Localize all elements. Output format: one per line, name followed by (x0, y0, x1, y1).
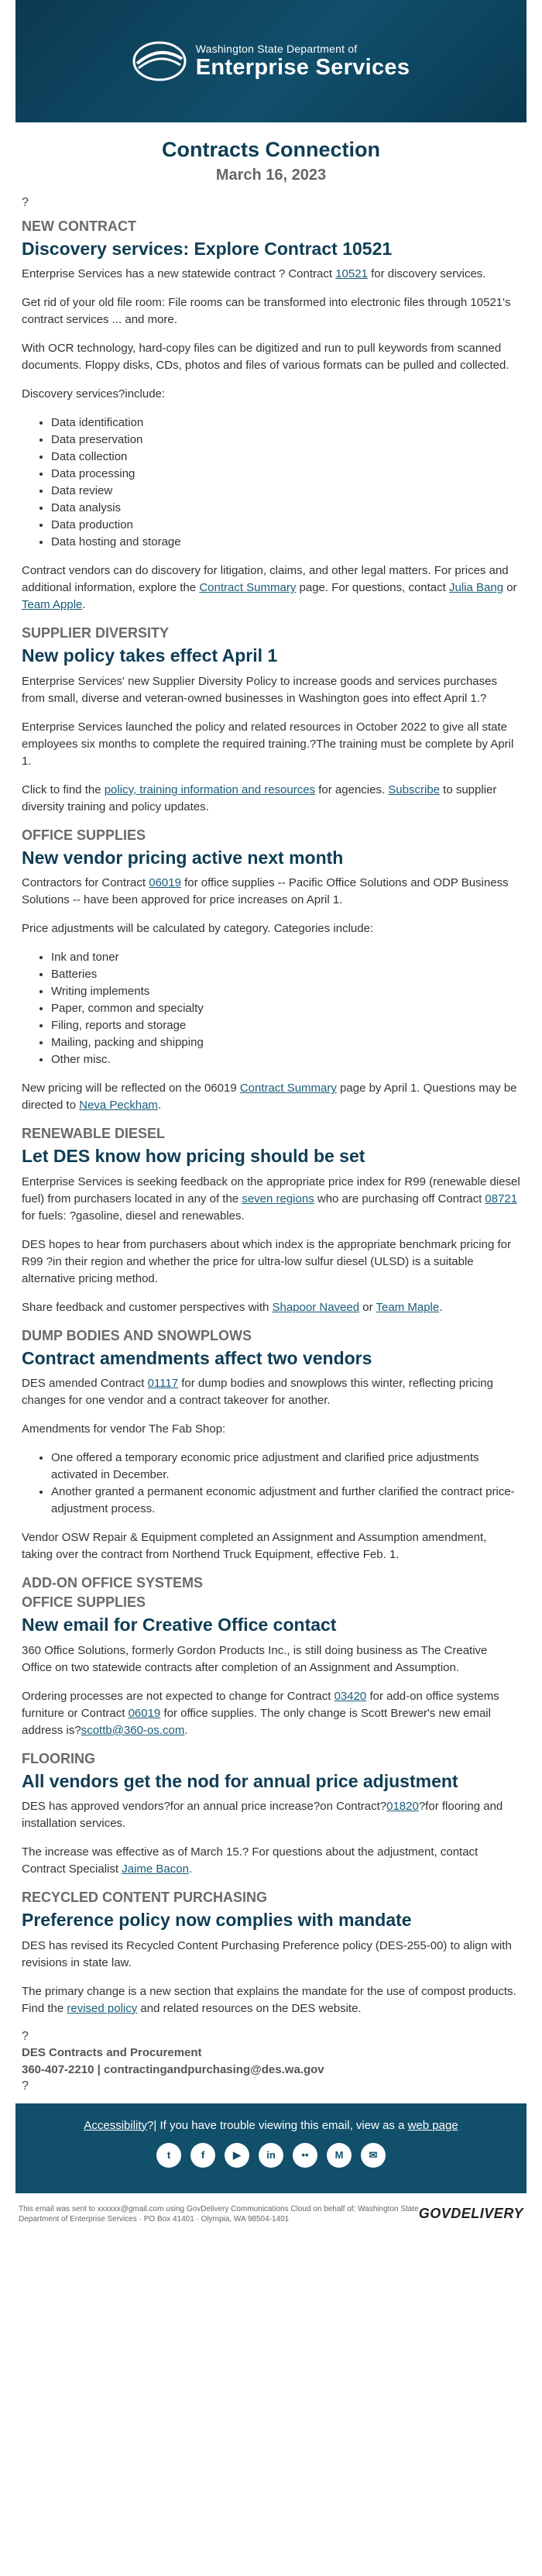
article-category: RENEWABLE DIESEL (22, 1126, 166, 1142)
contract-06019-link[interactable]: 06019 (149, 876, 181, 890)
contract-summary-link[interactable]: Contract Summary (239, 1082, 337, 1095)
list-item: • Data analysis (51, 500, 520, 517)
newsletter-date: March 16, 2023 (215, 167, 327, 184)
signoff-contact: 360-407-2210 | contractingandpurchasing@des.wa.gov (22, 2062, 324, 2076)
article-flooring (22, 1751, 520, 1878)
newsletter-title: Contracts Connection (161, 138, 380, 161)
article-renewable-diesel (22, 1126, 520, 1316)
chat-icon[interactable]: ✉ (361, 2143, 386, 2168)
article-headline: New vendor pricing active next month (22, 847, 344, 868)
article-supplier-diversity (22, 625, 520, 815)
list-item: • Data identification (51, 414, 520, 432)
logo-small-text: Washington State Department of (195, 42, 358, 55)
article-paragraph: DES has approved vendors?for an annual price increase?on Contract?01820?for flooring and installation services. (22, 1800, 503, 1831)
list-item: • Data hosting and storage (51, 534, 520, 551)
medium-icon[interactable]: M (327, 2143, 352, 2168)
list-item: • Other misc. (51, 1051, 520, 1068)
article-paragraph: Amendments for vendor The Fab Shop: (22, 1422, 226, 1436)
agency-logo-text (196, 43, 410, 81)
price-categories-list (51, 949, 520, 1068)
stray-character: ? (22, 196, 29, 209)
list-item: • Data production (51, 517, 520, 534)
scott-brewer-email-link[interactable]: scottb@360-os.com (81, 1723, 185, 1737)
contract-01117-link[interactable]: 01117 (147, 1377, 179, 1391)
email-container (15, 0, 527, 2229)
article-paragraph: Price adjustments will be calculated by category. Categories include: (22, 922, 374, 936)
neva-peckham-link[interactable]: Neva Peckham (79, 1099, 158, 1113)
article-paragraph: Enterprise Services' new Supplier Diversity Policy to increase goods and services purchases from small, diverse and veteran-owned businesses in Washington goes into effect April 1.? (22, 674, 497, 705)
article-category: OFFICE SUPPLIES (22, 1594, 146, 1611)
web-page-link[interactable]: web page (407, 2118, 458, 2132)
list-item: • Mailing, packing and shipping (51, 1034, 520, 1051)
des-logo-icon (132, 40, 187, 82)
footer-line: Accessibility?| If you have trouble viewing this email, view as a web page (84, 2118, 458, 2132)
article-paragraph: With OCR technology, hard-copy files can be digitized and run to pull keywords from scanned documents. Floppy disks, CDs, photos and files of various formats can be pulled and collected. (22, 342, 509, 373)
list-item: • One offered a temporary economic price adjustment and clarified price adjustments activated in December. (51, 1450, 520, 1484)
article-paragraph: Ordering processes are not expected to change for Contract 03420 for add-on office systems furniture or Contract 06019 for office supplies. The only change is Scott Brewer's new email address is?scottb@360-os.com. (22, 1689, 499, 1737)
legal-text: This email was sent to xxxxxx@gmail.com using GovDelivery Communications Cloud on behalf of: Washington State Department of Enterprise Services · PO Box 41401 · Olympia, WA 98504-1401 (19, 2204, 419, 2223)
article-paragraph: Share feedback and customer perspectives with Shapoor Naveed or Team Maple. (22, 1300, 443, 1314)
amendments-list (51, 1450, 520, 1518)
shapoor-naveed-link[interactable]: Shapoor Naveed (272, 1300, 360, 1314)
list-item: • Data preservation (51, 432, 520, 449)
seven-regions-link[interactable]: seven regions (242, 1192, 314, 1205)
govdelivery-logo[interactable]: GOVDELIVERY (418, 2206, 523, 2221)
list-item: • Writing implements (51, 983, 520, 1000)
article-paragraph: 360 Office Solutions, formerly Gordon Products Inc., is still doing business as The Creative Office on two statewide contracts after completion of an Assignment and Assumption. (22, 1643, 488, 1674)
twitter-icon[interactable]: t (156, 2143, 181, 2168)
article-paragraph: Enterprise Services is seeking feedback on the appropriate price index for R99 (renewable diesel fuel) from purchasers located in any of the seven regions who are purchasing off Contract 08721 for fuels: ?gasoline, diesel and renewables. (22, 1175, 520, 1223)
contract-06019-link[interactable]: 06019 (128, 1706, 161, 1720)
article-paragraph: Discovery services?include: (22, 387, 166, 401)
newsletter-body (15, 184, 527, 2094)
article-category: RECYCLED CONTENT PURCHASING (22, 1890, 268, 1906)
article-category: DUMP BODIES AND SNOWPLOWS (22, 1327, 252, 1343)
article-headline: All vendors get the nod for annual price adjustment (22, 1770, 458, 1791)
youtube-icon[interactable]: ▶ (225, 2143, 249, 2168)
article-recycled-content (22, 1890, 520, 2017)
article-category: OFFICE SUPPLIES (22, 827, 146, 843)
list-item: • Filing, reports and storage (51, 1017, 520, 1034)
newsletter-title-area (15, 122, 527, 184)
article-paragraph: Contractors for Contract 06019 for office supplies -- Pacific Office Solutions and ODP Business Solutions -- have been approved for price increases on April 1. (22, 876, 509, 907)
article-paragraph: The primary change is a new section that explains the mandate for the use of compost products. Find the revised policy and related resources on the DES website. (22, 1984, 516, 2015)
facebook-icon[interactable]: f (190, 2143, 215, 2168)
flickr-icon[interactable]: •• (293, 2143, 317, 2168)
list-item: • Ink and toner (51, 949, 520, 966)
article-headline: Discovery services: Explore Contract 10521 (22, 239, 393, 259)
article-category: SUPPLIER DIVERSITY (22, 625, 170, 641)
signoff-org: DES Contracts and Procurement (22, 2045, 202, 2059)
article-headline: New email for Creative Office contact (22, 1615, 337, 1635)
contract-03420-link[interactable]: 03420 (334, 1689, 367, 1703)
accessibility-link[interactable]: Accessibility (84, 2118, 148, 2132)
revised-policy-link[interactable]: revised policy (67, 2001, 138, 2015)
article-paragraph: New pricing will be reflected on the 06019 Contract Summary page by April 1. Questions may be directed to Neva Peckham. (22, 1082, 517, 1113)
article-paragraph: Vendor OSW Repair & Equipment completed an Assignment and Assumption amendment, taking over the contract from Northend Truck Equipment, effective Feb. 1. (22, 1531, 487, 1562)
footer-bar (15, 2103, 527, 2193)
stray-character: ? (22, 2079, 29, 2093)
article-headline: Let DES know how pricing should be set (22, 1146, 365, 1167)
article-office-supplies-pricing (22, 827, 520, 1114)
article-creative-office (22, 1575, 520, 1739)
list-item: • Data processing (51, 466, 520, 483)
bottom-legal (15, 2193, 527, 2229)
list-item: • Another granted a permanent economic adjustment and further clarified the contract price-adjustment process. (51, 1484, 520, 1518)
article-discovery-services (22, 218, 520, 614)
social-icons (15, 2143, 527, 2168)
list-item: • Batteries (51, 966, 520, 983)
article-headline: New policy takes effect April 1 (22, 645, 278, 666)
article-paragraph: DES hopes to hear from purchasers about which index is the appropriate benchmark pricing for R99 ?in their region and whether the price for ultra-low sulfur diesel (ULSD) is a suitable alternative pricing method. (22, 1237, 511, 1285)
article-paragraph: Get rid of your old file room: File rooms can be transformed into electronic files through 10521's contract services ... and more. (22, 296, 511, 327)
article-paragraph: The increase was effective as of March 15.? For questions about the adjustment, contact Contract Specialist Jaime Bacon. (22, 1845, 479, 1876)
article-paragraph: DES amended Contract 01117 for dump bodies and snowplows this winter, reflecting pricing changes for one vendor and a contract takeover for another. (22, 1377, 493, 1408)
article-category: NEW CONTRACT (22, 218, 136, 234)
team-maple-link[interactable]: Team Maple (376, 1300, 440, 1314)
article-paragraph: Click to find the policy, training information and resources for agencies. Subscribe to supplier diversity training and policy updates. (22, 782, 497, 813)
article-headline: Preference policy now complies with mandate (22, 1910, 412, 1931)
logo-big-text: Enterprise Services (195, 54, 410, 80)
article-paragraph: DES has revised its Recycled Content Purchasing Preference policy (DES-255-00) to align with revisions in state law. (22, 1938, 512, 1969)
list-item: • Data collection (51, 449, 520, 466)
article-dump-bodies (22, 1328, 520, 1563)
contract-01820-link[interactable]: 01820 (386, 1800, 419, 1814)
header-banner (15, 0, 527, 122)
article-paragraph: Contract vendors can do discovery for litigation, claims, and other legal matters. For prices and additional information, explore the Contract Summary page. For questions, contact Julia Bang or Team Apple. (22, 564, 517, 612)
article-paragraph: Enterprise Services has a new statewide contract ? Contract 10521 for discovery services. (22, 267, 486, 281)
policy-training-link[interactable]: policy, training information and resources (104, 782, 316, 796)
linkedin-icon[interactable]: in (259, 2143, 283, 2168)
discovery-services-list (51, 414, 520, 551)
subscribe-link[interactable]: Subscribe (388, 782, 440, 796)
contract-summary-link[interactable]: Contract Summary (199, 581, 297, 595)
list-item: • Paper, common and specialty (51, 1000, 520, 1017)
stray-character: ? (22, 2029, 29, 2043)
article-category: FLOORING (22, 1750, 95, 1766)
contract-08721-link[interactable]: 08721 (485, 1192, 518, 1205)
article-category: ADD-ON OFFICE SYSTEMS (22, 1575, 204, 1591)
jaime-bacon-link[interactable]: Jaime Bacon (122, 1862, 189, 1876)
list-item: • Data review (51, 483, 520, 500)
contract-10521-link[interactable]: 10521 (335, 267, 368, 281)
julia-bang-link[interactable]: Julia Bang (448, 581, 504, 595)
team-apple-link[interactable]: Team Apple (22, 598, 83, 612)
article-paragraph: Enterprise Services launched the policy and related resources in October 2022 to give all state employees six months to complete the required training.?The training must be complete by April 1. (22, 720, 514, 768)
article-headline: Contract amendments affect two vendors (22, 1347, 372, 1368)
